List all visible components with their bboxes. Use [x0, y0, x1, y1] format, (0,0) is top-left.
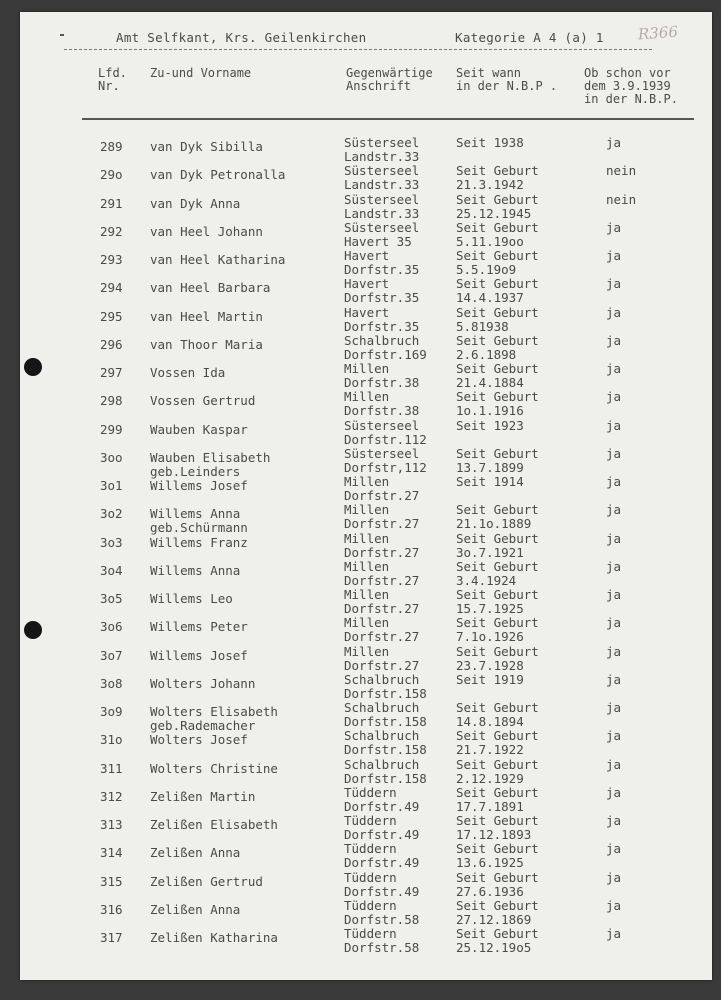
row-name: Willems Anna: [150, 506, 241, 522]
row-since: Seit Geburt: [456, 219, 539, 235]
row-number: 311: [100, 760, 123, 776]
row-before-1939: ja: [606, 558, 622, 574]
row-name: Willems Franz: [150, 534, 248, 550]
row-before-1939: ja: [606, 135, 622, 150]
row-before-1939: ja: [606, 445, 622, 461]
row-birth-date: 17.7.1891: [456, 798, 524, 814]
row-address-town: Süsterseel: [344, 163, 420, 179]
row-address-street: Dorfstr.58: [344, 940, 420, 955]
row-name: Wolters Christine: [150, 760, 278, 776]
row-birth-date: 27.12.1869: [456, 911, 532, 927]
row-before-1939: ja: [606, 219, 622, 235]
row-address-street: Dorfstr.169: [344, 346, 427, 362]
column-header-nr: Lfd. Nr.: [98, 66, 127, 93]
row-number: 298: [100, 393, 123, 409]
row-address-street: Dorfstr.27: [344, 629, 420, 645]
row-name: Zelißen Anna: [150, 901, 241, 917]
row-birth-date: 14.8.1894: [456, 714, 524, 729]
row-since: Seit Geburt: [456, 389, 539, 405]
row-number: 3o9: [100, 704, 123, 719]
punch-hole-bottom: [24, 621, 42, 639]
row-since: Seit Geburt: [456, 276, 539, 292]
row-number: 299: [100, 421, 123, 437]
row-name: van Heel Johann: [150, 223, 263, 239]
row-since: Seit Geburt: [456, 445, 539, 461]
row-address-town: Süsterseel: [344, 417, 420, 433]
header-office: Amt Selfkant, Krs. Geilenkirchen: [116, 30, 367, 45]
row-address-street: Dorfstr.35: [344, 290, 420, 306]
row-address-town: Süsterseel: [344, 191, 420, 207]
row-address-street: Dorfstr.27: [344, 657, 420, 673]
row-address-town: Süsterseel: [344, 219, 420, 235]
row-birth-date: 13.7.1899: [456, 459, 524, 475]
row-address-street: Dorfstr.49: [344, 827, 420, 842]
row-address-street: Dorfstr.27: [344, 516, 420, 532]
row-address-town: Millen: [344, 361, 390, 376]
row-before-1939: nein: [606, 163, 637, 179]
margin-mark: [60, 34, 64, 36]
row-address-street: Landstr.33: [344, 149, 420, 164]
row-before-1939: ja: [606, 474, 622, 489]
row-address-town: Havert: [344, 248, 390, 263]
row-name: Vossen Ida: [150, 365, 226, 380]
row-address-town: Schalbruch: [344, 671, 420, 687]
row-number: 296: [100, 336, 123, 352]
row-address-town: Schalbruch: [344, 332, 420, 348]
row-number: 3o3: [100, 534, 123, 550]
row-birth-date: 21.3.1942: [456, 177, 524, 193]
row-since: Seit Geburt: [456, 615, 539, 631]
row-before-1939: ja: [606, 869, 622, 885]
row-address-street: Dorfstr.158: [344, 685, 427, 701]
row-before-1939: ja: [606, 841, 622, 857]
row-number: 3o8: [100, 675, 123, 691]
row-since: Seit Geburt: [456, 869, 539, 885]
row-maiden-name: geb.Rademacher: [150, 718, 256, 733]
row-number: 295: [100, 308, 123, 324]
table-row: [20, 926, 712, 959]
row-address-town: Tüddern: [344, 869, 397, 885]
row-address-town: Millen: [344, 643, 390, 659]
row-before-1939: ja: [606, 784, 622, 800]
row-before-1939: ja: [606, 671, 622, 687]
row-number: 297: [100, 365, 123, 380]
row-address-town: Millen: [344, 558, 390, 574]
row-birth-date: 21.4.1884: [456, 375, 524, 390]
row-number: 3oo: [100, 449, 123, 465]
row-before-1939: ja: [606, 587, 622, 602]
row-name: van Dyk Anna: [150, 195, 241, 211]
row-address-town: Süsterseel: [344, 135, 420, 150]
row-before-1939: ja: [606, 530, 622, 546]
row-address-street: Dorfstr.112: [344, 431, 427, 447]
row-address-town: Millen: [344, 530, 390, 546]
row-address-street: Dorfstr.58: [344, 911, 420, 927]
row-address-town: Süsterseel: [344, 445, 420, 461]
row-number: 313: [100, 817, 123, 832]
row-birth-date: 5.11.19oo: [456, 233, 524, 249]
punch-hole-top: [24, 358, 42, 376]
row-address-street: Landstr.33: [344, 177, 420, 193]
row-name: Zelißen Katharina: [150, 930, 278, 945]
row-name: Zelißen Elisabeth: [150, 817, 278, 832]
row-name: van Heel Barbara: [150, 280, 271, 296]
row-birth-date: 17.12.1893: [456, 827, 532, 842]
row-number: 314: [100, 845, 123, 861]
row-name: Wauben Kaspar: [150, 421, 248, 437]
row-name: van Thoor Maria: [150, 336, 263, 352]
row-birth-date: 23.7.1928: [456, 657, 524, 673]
row-name: Wolters Johann: [150, 675, 256, 691]
row-name: Willems Leo: [150, 591, 233, 606]
row-address-street: Dorfstr.49: [344, 855, 420, 871]
row-name: Wolters Josef: [150, 732, 248, 748]
row-birth-date: 5.5.19o9: [456, 262, 517, 277]
row-before-1939: ja: [606, 643, 622, 659]
row-birth-date: 7.1o.1926: [456, 629, 524, 645]
row-before-1939: ja: [606, 304, 622, 320]
row-since: Seit Geburt: [456, 558, 539, 574]
row-number: 294: [100, 280, 123, 296]
row-address-street: Dorfstr.158: [344, 742, 427, 758]
row-address-town: Tüddern: [344, 926, 397, 941]
row-address-street: Dorfstr.27: [344, 488, 420, 503]
row-number: 3o1: [100, 478, 123, 493]
row-number: 317: [100, 930, 123, 945]
row-number: 291: [100, 195, 123, 211]
row-address-town: Millen: [344, 615, 390, 631]
row-address-street: Landstr.33: [344, 205, 420, 221]
row-since: Seit Geburt: [456, 502, 539, 518]
row-since: Seit Geburt: [456, 191, 539, 207]
row-name: Zelißen Martin: [150, 788, 256, 804]
row-name: Willems Josef: [150, 478, 248, 493]
row-number: 29o: [100, 167, 123, 183]
row-before-1939: ja: [606, 926, 622, 941]
row-birth-date: 3.4.1924: [456, 572, 517, 588]
row-before-1939: ja: [606, 897, 622, 913]
row-number: 316: [100, 901, 123, 917]
row-before-1939: ja: [606, 615, 622, 631]
row-number: 3o4: [100, 562, 123, 578]
row-address-town: Schalbruch: [344, 728, 420, 744]
header-category: Kategorie A 4 (a) 1: [455, 30, 604, 45]
row-birth-date: 21.1o.1889: [456, 516, 532, 532]
row-since: Seit Geburt: [456, 756, 539, 772]
row-address-street: Dorfstr.27: [344, 601, 420, 616]
row-before-1939: ja: [606, 728, 622, 744]
row-birth-date: 2.6.1898: [456, 346, 517, 362]
column-header-before: Ob schon vor dem 3.9.1939 in der N.B.P.: [584, 66, 678, 106]
row-name: Zelißen Anna: [150, 845, 241, 861]
row-number: 312: [100, 788, 123, 804]
row-address-town: Millen: [344, 502, 390, 518]
row-name: van Heel Katharina: [150, 252, 286, 267]
column-header-address: Gegenwärtige Anschrift: [346, 66, 433, 93]
row-before-1939: nein: [606, 191, 637, 207]
row-before-1939: ja: [606, 502, 622, 518]
row-number: 3o2: [100, 506, 123, 522]
row-number: 289: [100, 139, 123, 154]
column-header-since: Seit wann in der N.B.P .: [456, 66, 558, 93]
row-since: Seit Geburt: [456, 304, 539, 320]
row-since: Seit Geburt: [456, 332, 539, 348]
row-since: Seit 1914: [456, 474, 524, 489]
row-birth-date: 13.6.1925: [456, 855, 524, 871]
row-before-1939: ja: [606, 417, 622, 433]
row-address-street: Dorfstr.35: [344, 262, 420, 277]
row-before-1939: ja: [606, 813, 622, 828]
row-address-town: Havert: [344, 276, 390, 292]
row-since: Seit Geburt: [456, 784, 539, 800]
row-address-town: Tüddern: [344, 841, 397, 857]
row-name: Willems Peter: [150, 619, 248, 635]
row-since: Seit 1938: [456, 135, 524, 150]
row-maiden-name: geb.Schürmann: [150, 520, 248, 536]
row-birth-date: 21.7.1922: [456, 742, 524, 758]
row-number: 3o7: [100, 647, 123, 663]
row-name: Willems Anna: [150, 562, 241, 578]
row-address-street: Dorfstr.38: [344, 375, 420, 390]
row-before-1939: ja: [606, 361, 622, 376]
row-name: Zelißen Gertrud: [150, 873, 263, 889]
row-since: Seit Geburt: [456, 248, 539, 263]
row-before-1939: ja: [606, 248, 622, 263]
row-name: van Dyk Petronalla: [150, 167, 286, 183]
row-before-1939: ja: [606, 276, 622, 292]
row-birth-date: 2.12.1929: [456, 770, 524, 786]
row-since: Seit Geburt: [456, 813, 539, 828]
row-address-town: Tüddern: [344, 813, 397, 828]
row-address-street: Dorfstr.27: [344, 544, 420, 560]
row-address-town: Schalbruch: [344, 700, 420, 715]
row-birth-date: 14.4.1937: [456, 290, 524, 306]
row-address-street: Dorfstr.158: [344, 770, 427, 786]
row-before-1939: ja: [606, 389, 622, 405]
row-since: Seit Geburt: [456, 163, 539, 179]
row-address-town: Millen: [344, 474, 390, 489]
row-number: 292: [100, 223, 123, 239]
row-since: Seit Geburt: [456, 926, 539, 941]
row-name: Wauben Elisabeth: [150, 449, 271, 465]
row-before-1939: ja: [606, 756, 622, 772]
row-since: Seit Geburt: [456, 361, 539, 376]
row-address-street: Dorfstr.35: [344, 318, 420, 334]
row-before-1939: ja: [606, 700, 622, 715]
row-address-street: Dorfstr.49: [344, 798, 420, 814]
row-since: Seit Geburt: [456, 728, 539, 744]
row-since: Seit 1923: [456, 417, 524, 433]
column-header-name: Zu-und Vorname: [150, 66, 252, 80]
row-address-town: Millen: [344, 587, 390, 602]
row-number: 3o6: [100, 619, 123, 635]
archive-stamp: R366: [637, 22, 679, 44]
row-name: van Heel Martin: [150, 308, 263, 324]
row-address-town: Millen: [344, 389, 390, 405]
row-address-street: Dorfstr.38: [344, 403, 420, 419]
row-number: 3o5: [100, 591, 123, 606]
row-number: 293: [100, 252, 123, 267]
row-birth-date: 25.12.19o5: [456, 940, 532, 955]
row-address-town: Tüddern: [344, 784, 397, 800]
row-number: 315: [100, 873, 123, 889]
row-since: Seit Geburt: [456, 643, 539, 659]
row-birth-date: 25.12.1945: [456, 205, 532, 221]
row-maiden-name: geb.Leinders: [150, 463, 241, 479]
row-birth-date: 15.7.1925: [456, 601, 524, 616]
row-address-street: Dorfstr.27: [344, 572, 420, 588]
row-birth-date: 5.81938: [456, 318, 509, 334]
document-page: [20, 12, 712, 980]
header-underline: [64, 49, 652, 50]
row-birth-date: 3o.7.1921: [456, 544, 524, 560]
row-birth-date: 1o.1.1916: [456, 403, 524, 419]
row-address-town: Tüddern: [344, 897, 397, 913]
row-name: Wolters Elisabeth: [150, 704, 278, 719]
row-since: Seit Geburt: [456, 841, 539, 857]
row-address-street: Dorfstr,112: [344, 459, 427, 475]
row-since: Seit Geburt: [456, 587, 539, 602]
row-address-town: Havert: [344, 304, 390, 320]
row-name: Vossen Gertrud: [150, 393, 256, 409]
row-since: Seit Geburt: [456, 897, 539, 913]
row-address-street: Havert 35: [344, 233, 412, 249]
row-since: Seit Geburt: [456, 530, 539, 546]
row-birth-date: 27.6.1936: [456, 883, 524, 899]
row-since: Seit Geburt: [456, 700, 539, 715]
header-rule: [82, 118, 694, 120]
row-number: 31o: [100, 732, 123, 748]
row-before-1939: ja: [606, 332, 622, 348]
row-address-street: Dorfstr.158: [344, 714, 427, 729]
row-name: van Dyk Sibilla: [150, 139, 263, 154]
row-address-town: Schalbruch: [344, 756, 420, 772]
row-since: Seit 1919: [456, 671, 524, 687]
row-address-street: Dorfstr.49: [344, 883, 420, 899]
row-name: Willems Josef: [150, 647, 248, 663]
